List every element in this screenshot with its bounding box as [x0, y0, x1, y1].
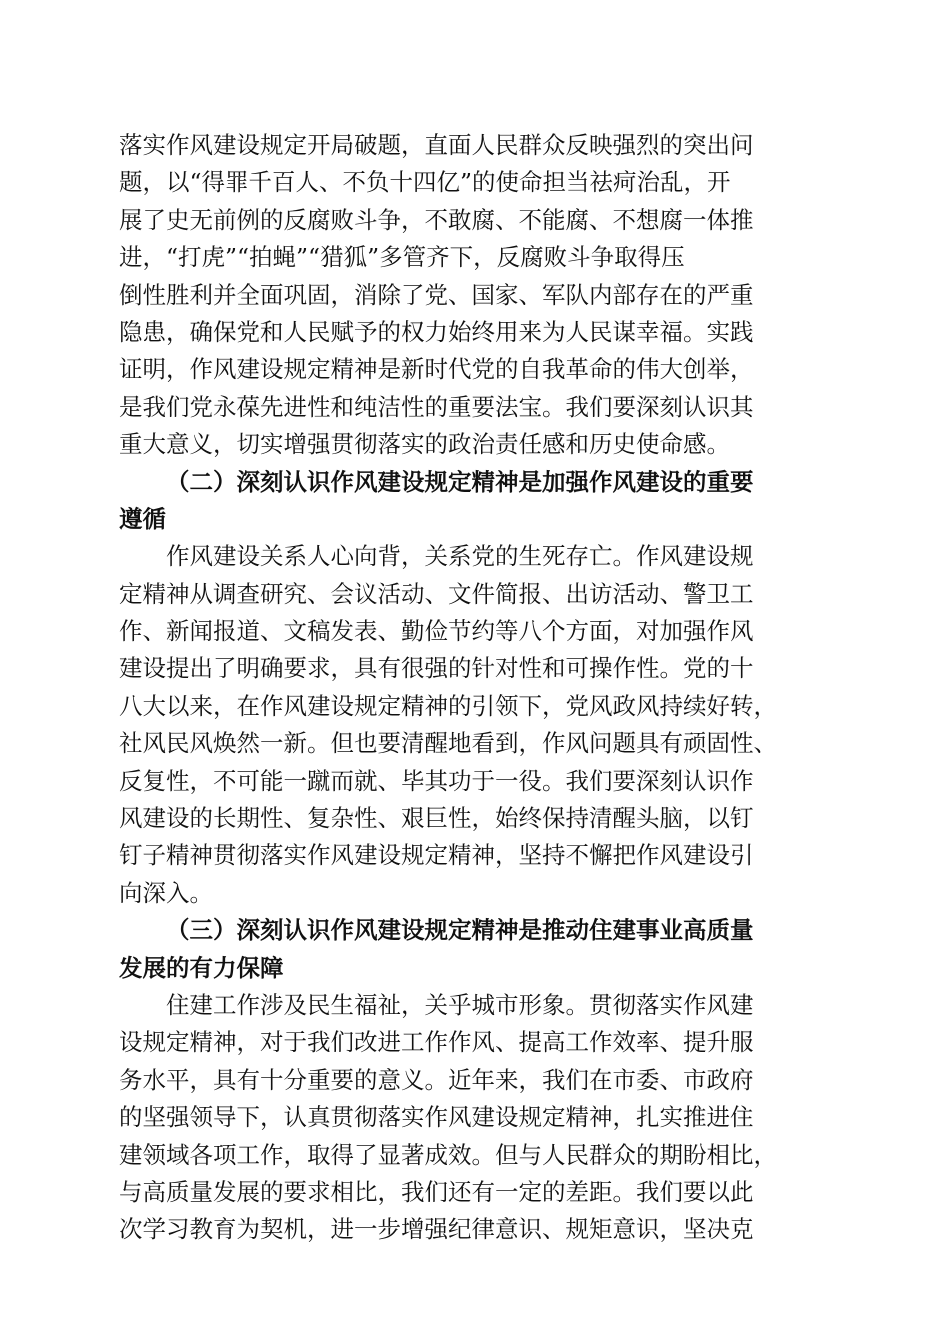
section-heading-3: （三）深刻认识作风建设规定精神是推动住建事业高质量 [166, 916, 754, 945]
section-heading-3-continued: 发展的有力保障 [119, 953, 284, 982]
text-line: 证明，作风建设规定精神是新时代党的自我革命的伟大创举， [119, 355, 754, 384]
text-line: 八大以来，在作风建设规定精神的引领下，党风政风持续好转， [119, 691, 777, 720]
text-line: 定精神从调查研究、会议活动、文件简报、出访活动、警卫工 [119, 579, 754, 608]
section-heading-2: （二）深刻认识作风建设规定精神是加强作风建设的重要 [166, 467, 754, 496]
text-line: 反复性，不可能一蹴而就、毕其功于一役。我们要深刻认识作 [119, 766, 754, 795]
text-line: 倒性胜利并全面巩固，消除了党、国家、军队内部存在的严重 [119, 280, 754, 309]
text-line: 落实作风建设规定开局破题，直面人民群众反映强烈的突出问 [119, 131, 754, 159]
text-line: 设规定精神，对于我们改进工作作风、提高工作效率、提升服 [119, 1028, 754, 1057]
text-line: 社风民风焕然一新。但也要清醒地看到，作风问题具有顽固性、 [119, 729, 777, 758]
text-line: 建领域各项工作，取得了显著成效。但与人民群众的期盼相比， [119, 1140, 777, 1169]
text-line: 重大意义，切实增强贯彻落实的政治责任感和历史使命感。 [119, 430, 730, 459]
text-line: 次学习教育为契机，进一步增强纪律意识、规矩意识，坚决克 [119, 1215, 754, 1244]
text-line: 向深入。 [119, 878, 213, 907]
text-line: 务水平，具有十分重要的意义。近年来，我们在市委、市政府 [119, 1065, 754, 1094]
text-line: 钉子精神贯彻落实作风建设规定精神，坚持不懈把作风建设引 [119, 841, 754, 870]
text-line: 与高质量发展的要求相比，我们还有一定的差距。我们要以此 [119, 1177, 754, 1206]
paragraph-first-line: 作风建设关系人心向背，关系党的生死存亡。作风建设规 [166, 542, 754, 571]
text-line: 作、新闻报道、文稿发表、勤俭节约等八个方面，对加强作风 [119, 617, 754, 646]
text-line: 是我们党永葆先进性和纯洁性的重要法宝。我们要深刻认识其 [119, 392, 754, 421]
text-line: 进，“打虎”“拍蝇”“猎狐”多管齐下，反腐败斗争取得压 [119, 243, 685, 272]
text-line: 展了史无前例的反腐败斗争，不敢腐、不能腐、不想腐一体推 [119, 205, 754, 234]
text-line: 建设提出了明确要求，具有很强的针对性和可操作性。党的十 [119, 654, 754, 683]
document-body [119, 127, 839, 1249]
text-line: 的坚强领导下，认真贯彻落实作风建设规定精神，扎实推进住 [119, 1103, 754, 1132]
text-line: 题，以“得罪千百人、不负十四亿”的使命担当祛疴治乱，开 [119, 168, 731, 197]
section-heading-2-continued: 遵循 [119, 504, 166, 533]
paragraph-first-line: 住建工作涉及民生福祉，关乎城市形象。贯彻落实作风建 [166, 990, 754, 1019]
text-line: 风建设的长期性、复杂性、艰巨性，始终保持清醒头脑，以钉 [119, 804, 754, 833]
text-line: 隐患，确保党和人民赋予的权力始终用来为人民谋幸福。实践 [119, 317, 754, 346]
